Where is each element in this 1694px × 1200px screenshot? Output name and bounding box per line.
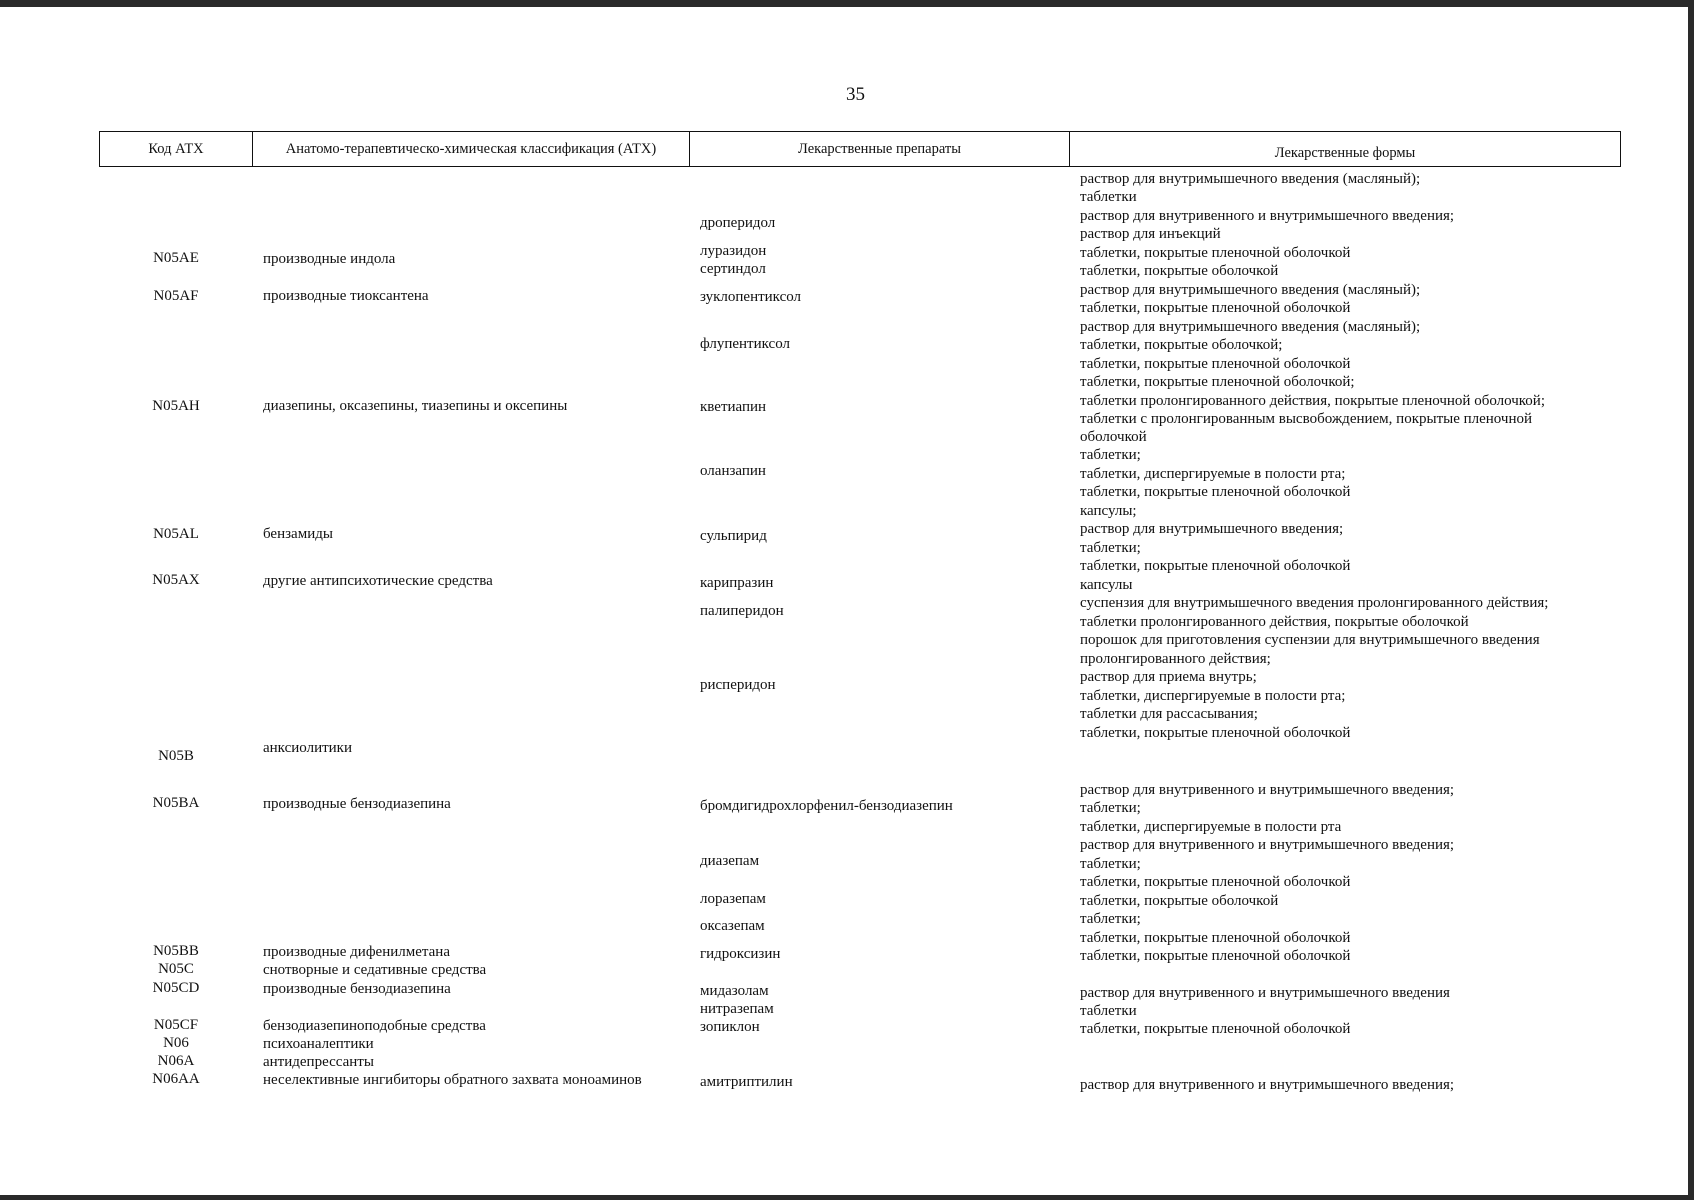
dosage-form: раствор для внутривенного и внутримышечного введения; [1080,1077,1455,1093]
dosage-form: таблетки, покрытые оболочкой [1080,263,1279,279]
atc-classification: производные бензодиазепина [263,796,451,812]
drug-name: сертиндол [700,261,766,277]
atc-code: N05BB [153,943,199,959]
dosage-form: раствор для приема внутрь; [1080,669,1257,685]
header-drugs: Лекарственные препараты [690,132,1070,166]
dosage-form: таблетки с пролонгированным высвобождением, покрытые пленочной [1080,411,1533,427]
atc-code: N05CD [152,980,200,996]
dosage-form: порошок для приготовления суспензии для внутримышечного введения [1080,632,1540,648]
atc-classification: снотворные и седативные средства [263,962,487,978]
atc-code: N05AF [153,288,199,304]
header-code: Код АТХ [100,132,253,166]
dosage-form: капсулы [1080,577,1133,593]
dosage-form: таблетки, покрытые оболочкой [1080,893,1279,909]
dosage-form: капсулы; [1080,503,1137,519]
atc-classification: производные тиоксантена [263,288,429,304]
scan-border-right [1688,0,1694,1200]
drug-name: кветиапин [700,399,767,415]
dosage-form: таблетки, покрытые пленочной оболочкой [1080,484,1351,500]
scan-border-top [0,0,1694,7]
drug-name: оланзапин [700,463,766,479]
dosage-form: таблетки, покрытые пленочной оболочкой [1080,874,1351,890]
dosage-form: раствор для внутривенного и внутримышечного введения; [1080,782,1455,798]
dosage-form: таблетки пролонгированного действия, покрытые оболочкой [1080,614,1469,630]
atc-code: N05CF [153,1017,199,1033]
drug-name: диазепам [700,853,760,869]
dosage-form: раствор для внутримышечного введения; [1080,521,1344,537]
dosage-form: раствор для инъекций [1080,226,1221,242]
atc-classification: производные дифенилметана [263,944,450,960]
dosage-form: таблетки для рассасывания; [1080,706,1258,722]
drug-name: гидроксизин [700,946,781,962]
dosage-form: таблетки, покрытые пленочной оболочкой [1080,1021,1351,1037]
dosage-form: таблетки пролонгированного действия, покрытые пленочной оболочкой; [1080,393,1545,409]
dosage-form: таблетки, покрытые пленочной оболочкой; [1080,374,1355,390]
atc-classification: диазепины, оксазепины, тиазепины и оксепины [263,398,568,414]
header-classification: Анатомо-терапевтическо-химическая классификация (АТХ) [253,132,690,166]
atc-code: N06AA [152,1071,200,1087]
dosage-form: таблетки, покрытые пленочной оболочкой [1080,356,1351,372]
atc-classification: производные индола [263,251,396,267]
drug-name: карипразин [700,575,774,591]
drug-name: флупентиксол [700,336,790,352]
atc-classification: анксиолитики [263,740,352,756]
dosage-form: таблетки, покрытые пленочной оболочкой [1080,300,1351,316]
dosage-form: таблетки; [1080,856,1141,872]
atc-classification: производные бензодиазепина [263,981,451,997]
atc-code: N05AH [152,398,200,414]
dosage-form: таблетки, покрытые пленочной оболочкой [1080,930,1351,946]
dosage-form: таблетки; [1080,911,1141,927]
atc-classification: бензамиды [263,526,333,542]
dosage-form: раствор для внутримышечного введения (масляный); [1080,319,1421,335]
dosage-form: таблетки; [1080,800,1141,816]
dosage-form: раствор для внутривенного и внутримышечного введения [1080,985,1450,1001]
drug-name: рисперидон [700,677,776,693]
atc-code: N05AL [153,526,199,542]
dosage-form: таблетки, покрытые пленочной оболочкой [1080,948,1351,964]
dosage-form: раствор для внутримышечного введения (масляный); [1080,282,1421,298]
atc-code: N05AX [152,572,200,588]
drug-name: зуклопентиксол [700,289,802,305]
atc-classification: психоаналептики [263,1036,374,1052]
atc-code: N06A [157,1053,195,1069]
page-number: 35 [846,84,865,105]
drug-name: бромдигидрохлорфенил-бензодиазепин [700,798,953,814]
dosage-form: таблетки, диспергируемые в полости рта; [1080,466,1346,482]
dosage-form: таблетки, покрытые оболочкой; [1080,337,1283,353]
dosage-form: пролонгированного действия; [1080,651,1271,667]
atc-classification: другие антипсихотические средства [263,573,493,589]
atc-code: N05AE [153,250,199,266]
dosage-form: раствор для внутривенного и внутримышечного введения; [1080,837,1455,853]
dosage-form: таблетки, покрытые пленочной оболочкой [1080,245,1351,261]
drug-name: сульпирид [700,528,767,544]
atc-code: N06 [163,1035,189,1051]
drug-name: нитразепам [700,1001,774,1017]
dosage-form: суспензия для внутримышечного введения пролонгированного действия; [1080,595,1549,611]
drug-name: амитриптилин [700,1074,793,1090]
dosage-form: таблетки [1080,1003,1137,1019]
table-header [99,131,1621,167]
drug-name: оксазепам [700,918,765,934]
drug-name: мидазолам [700,983,769,999]
dosage-form: таблетки, диспергируемые в полости рта; [1080,688,1346,704]
dosage-form: таблетки, покрытые пленочной оболочкой [1080,725,1351,741]
dosage-form: раствор для внутримышечного введения (масляный); [1080,171,1421,187]
drug-name: зопиклон [700,1019,760,1035]
atc-code: N05BA [152,795,200,811]
dosage-form: таблетки, покрытые пленочной оболочкой [1080,558,1351,574]
dosage-form: таблетки [1080,189,1137,205]
atc-code: N05B [158,748,194,764]
atc-classification: бензодиазепиноподобные средства [263,1018,486,1034]
scan-border-bottom [0,1195,1694,1200]
drug-name: лоразепам [700,891,766,907]
atc-classification: неселективные ингибиторы обратного захвата моноаминов [263,1072,642,1088]
atc-classification: антидепрессанты [263,1054,374,1070]
dosage-form: раствор для внутривенного и внутримышечного введения; [1080,208,1455,224]
dosage-form: оболочкой [1080,429,1147,445]
drug-name: дроперидол [700,215,776,231]
dosage-form: таблетки; [1080,447,1141,463]
drug-name: луразидон [700,243,767,259]
dosage-form: таблетки; [1080,540,1141,556]
header-forms: Лекарственные формы [1274,144,1416,161]
atc-code: N05C [158,961,194,977]
drug-name: палиперидон [700,603,784,619]
dosage-form: таблетки, диспергируемые в полости рта [1080,819,1342,835]
